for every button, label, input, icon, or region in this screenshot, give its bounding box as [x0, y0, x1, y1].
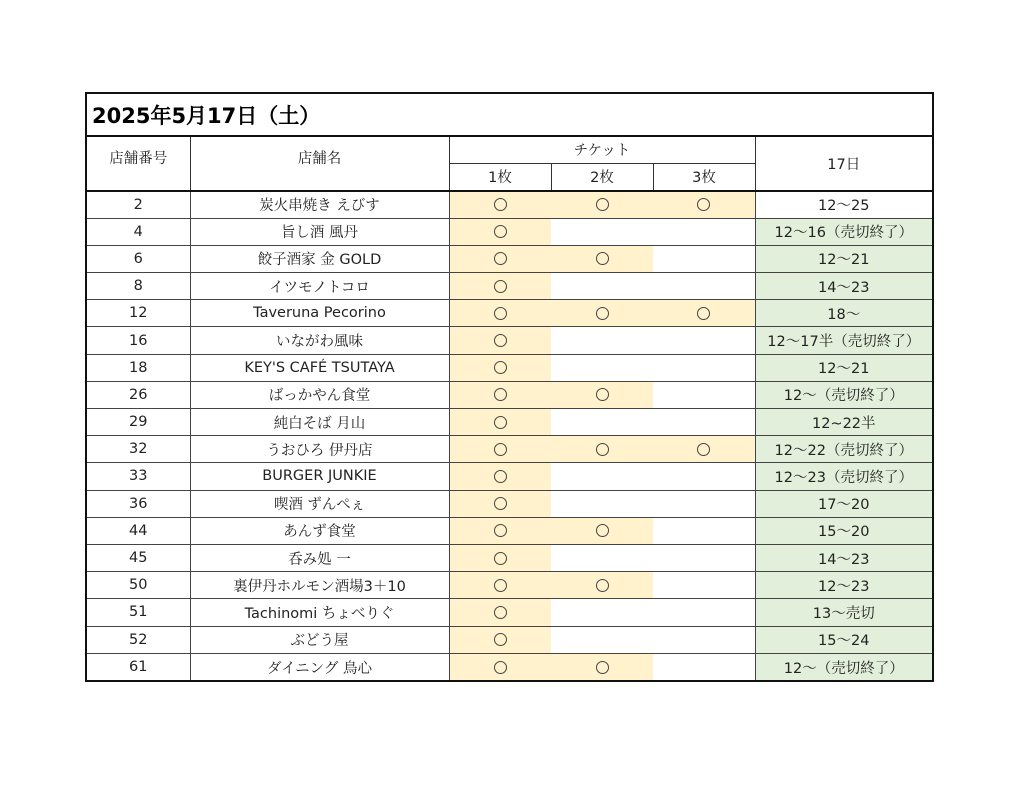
ticket-3-cell	[653, 544, 755, 571]
ticket-3-cell	[653, 653, 755, 680]
table-row	[87, 409, 932, 436]
ticket-2-cell	[551, 354, 653, 381]
circle-mark-icon	[494, 497, 507, 510]
ticket-1-cell	[449, 653, 551, 680]
ticket-1-cell	[449, 599, 551, 626]
header-ticket-group: チケット	[449, 137, 755, 163]
table-row	[87, 273, 932, 300]
ticket-3-cell	[653, 517, 755, 544]
ticket-3-cell	[653, 354, 755, 381]
circle-mark-icon	[494, 388, 507, 401]
store-name: Tachinomi ちょべりぐ	[190, 599, 449, 626]
store-name: ぶどう屋	[190, 626, 449, 653]
ticket-1-cell	[449, 327, 551, 354]
hours-cell: 15～24	[755, 626, 932, 653]
store-name: 裏伊丹ホルモン酒場3＋10	[190, 572, 449, 599]
ticket-2-cell	[551, 245, 653, 272]
table-row	[87, 218, 932, 245]
circle-mark-icon	[494, 579, 507, 592]
store-number: 12	[87, 300, 190, 327]
store-number: 33	[87, 463, 190, 490]
table-row	[87, 490, 932, 517]
ticket-1-cell	[449, 409, 551, 436]
ticket-3-cell	[653, 300, 755, 327]
ticket-1-cell	[449, 517, 551, 544]
circle-mark-icon	[494, 443, 507, 456]
table-row	[87, 191, 932, 218]
table-row	[87, 436, 932, 463]
hours-cell: 12～25	[755, 191, 932, 218]
store-name: 純白そば 月山	[190, 409, 449, 436]
store-name: 餃子酒家 金 GOLD	[190, 245, 449, 272]
ticket-3-cell	[653, 191, 755, 218]
ticket-2-cell	[551, 191, 653, 218]
header-date: 17日	[755, 137, 932, 191]
store-name: あんず食堂	[190, 517, 449, 544]
header-ticket-1: 1枚	[449, 163, 551, 191]
ticket-2-cell	[551, 599, 653, 626]
store-number: 44	[87, 517, 190, 544]
store-number: 2	[87, 191, 190, 218]
hours-cell: 14～23	[755, 544, 932, 571]
ticket-1-cell	[449, 463, 551, 490]
circle-mark-icon	[596, 661, 609, 674]
table-row	[87, 463, 932, 490]
ticket-3-cell	[653, 273, 755, 300]
store-name: うおひろ 伊丹店	[190, 436, 449, 463]
table-row	[87, 327, 932, 354]
ticket-1-cell	[449, 218, 551, 245]
table-body	[87, 191, 932, 680]
header-ticket-3: 3枚	[653, 163, 755, 191]
hours-cell: 12～21	[755, 245, 932, 272]
ticket-2-cell	[551, 409, 653, 436]
schedule-table	[87, 137, 932, 680]
hours-cell: 18～	[755, 300, 932, 327]
circle-mark-icon	[596, 198, 609, 211]
ticket-2-cell	[551, 300, 653, 327]
ticket-2-cell	[551, 490, 653, 517]
store-number: 61	[87, 653, 190, 680]
store-name: ダイニング 鳥心	[190, 653, 449, 680]
store-number: 51	[87, 599, 190, 626]
table-row	[87, 599, 932, 626]
store-name: 喫酒 ずんぺぇ	[190, 490, 449, 517]
table-row	[87, 544, 932, 571]
store-number: 50	[87, 572, 190, 599]
circle-mark-icon	[697, 443, 710, 456]
store-name: 呑み処 一	[190, 544, 449, 571]
ticket-1-cell	[449, 381, 551, 408]
circle-mark-icon	[494, 416, 507, 429]
table-header	[87, 137, 932, 191]
circle-mark-icon	[494, 252, 507, 265]
hours-cell: 12～23	[755, 572, 932, 599]
circle-mark-icon	[596, 252, 609, 265]
ticket-3-cell	[653, 218, 755, 245]
ticket-2-cell	[551, 381, 653, 408]
circle-mark-icon	[596, 579, 609, 592]
ticket-2-cell	[551, 653, 653, 680]
circle-mark-icon	[494, 661, 507, 674]
table-row	[87, 300, 932, 327]
circle-mark-icon	[494, 633, 507, 646]
circle-mark-icon	[494, 225, 507, 238]
ticket-2-cell	[551, 436, 653, 463]
header-ticket-2: 2枚	[551, 163, 653, 191]
schedule-sheet	[85, 92, 934, 682]
circle-mark-icon	[596, 307, 609, 320]
circle-mark-icon	[494, 606, 507, 619]
header-store-number: 店舗番号	[87, 137, 190, 191]
store-name: Taveruna Pecorino	[190, 300, 449, 327]
ticket-1-cell	[449, 300, 551, 327]
ticket-1-cell	[449, 544, 551, 571]
ticket-3-cell	[653, 463, 755, 490]
ticket-2-cell	[551, 626, 653, 653]
ticket-3-cell	[653, 436, 755, 463]
hours-cell: 12~22半	[755, 409, 932, 436]
circle-mark-icon	[596, 388, 609, 401]
store-name: 旨し酒 風丹	[190, 218, 449, 245]
hours-cell: 12～17半（売切終了）	[755, 327, 932, 354]
table-row	[87, 626, 932, 653]
store-number: 52	[87, 626, 190, 653]
circle-mark-icon	[494, 198, 507, 211]
ticket-1-cell	[449, 245, 551, 272]
ticket-2-cell	[551, 463, 653, 490]
table-row	[87, 381, 932, 408]
store-name: 炭火串焼き えびす	[190, 191, 449, 218]
ticket-3-cell	[653, 490, 755, 517]
circle-mark-icon	[494, 524, 507, 537]
ticket-2-cell	[551, 517, 653, 544]
circle-mark-icon	[697, 198, 710, 211]
circle-mark-icon	[494, 307, 507, 320]
ticket-1-cell	[449, 626, 551, 653]
ticket-1-cell	[449, 490, 551, 517]
ticket-1-cell	[449, 572, 551, 599]
store-name: イツモノトコロ	[190, 273, 449, 300]
circle-mark-icon	[494, 280, 507, 293]
hours-cell: 13～売切	[755, 599, 932, 626]
store-number: 32	[87, 436, 190, 463]
store-number: 45	[87, 544, 190, 571]
store-number: 29	[87, 409, 190, 436]
table-row	[87, 572, 932, 599]
ticket-1-cell	[449, 191, 551, 218]
ticket-2-cell	[551, 327, 653, 354]
ticket-3-cell	[653, 245, 755, 272]
table-row	[87, 245, 932, 272]
table-row	[87, 517, 932, 544]
circle-mark-icon	[494, 334, 507, 347]
ticket-1-cell	[449, 436, 551, 463]
hours-cell: 12～23（売切終了）	[755, 463, 932, 490]
hours-cell: 12～21	[755, 354, 932, 381]
store-number: 4	[87, 218, 190, 245]
ticket-2-cell	[551, 544, 653, 571]
circle-mark-icon	[494, 470, 507, 483]
store-name: BURGER JUNKIE	[190, 463, 449, 490]
circle-mark-icon	[596, 443, 609, 456]
store-number: 8	[87, 273, 190, 300]
ticket-3-cell	[653, 327, 755, 354]
circle-mark-icon	[596, 524, 609, 537]
circle-mark-icon	[494, 552, 507, 565]
store-number: 36	[87, 490, 190, 517]
ticket-3-cell	[653, 381, 755, 408]
table-row	[87, 653, 932, 680]
hours-cell: 12～（売切終了）	[755, 653, 932, 680]
ticket-1-cell	[449, 354, 551, 381]
ticket-3-cell	[653, 626, 755, 653]
hours-cell: 14～23	[755, 273, 932, 300]
hours-cell: 17～20	[755, 490, 932, 517]
ticket-2-cell	[551, 273, 653, 300]
store-number: 6	[87, 245, 190, 272]
store-name: KEY'S CAFÉ TSUTAYA	[190, 354, 449, 381]
hours-cell: 12～22（売切終了）	[755, 436, 932, 463]
store-name: ばっかやん食堂	[190, 381, 449, 408]
sheet-title: 2025年5月17日（土）	[87, 94, 932, 137]
circle-mark-icon	[697, 307, 710, 320]
hours-cell: 15～20	[755, 517, 932, 544]
store-number: 16	[87, 327, 190, 354]
hours-cell: 12～（売切終了）	[755, 381, 932, 408]
store-number: 26	[87, 381, 190, 408]
hours-cell: 12～16（売切終了）	[755, 218, 932, 245]
ticket-1-cell	[449, 273, 551, 300]
header-store-name: 店舗名	[190, 137, 449, 191]
store-name: いながわ風味	[190, 327, 449, 354]
ticket-3-cell	[653, 572, 755, 599]
ticket-3-cell	[653, 599, 755, 626]
table-row	[87, 354, 932, 381]
circle-mark-icon	[494, 361, 507, 374]
ticket-2-cell	[551, 218, 653, 245]
store-number: 18	[87, 354, 190, 381]
ticket-2-cell	[551, 572, 653, 599]
ticket-3-cell	[653, 409, 755, 436]
